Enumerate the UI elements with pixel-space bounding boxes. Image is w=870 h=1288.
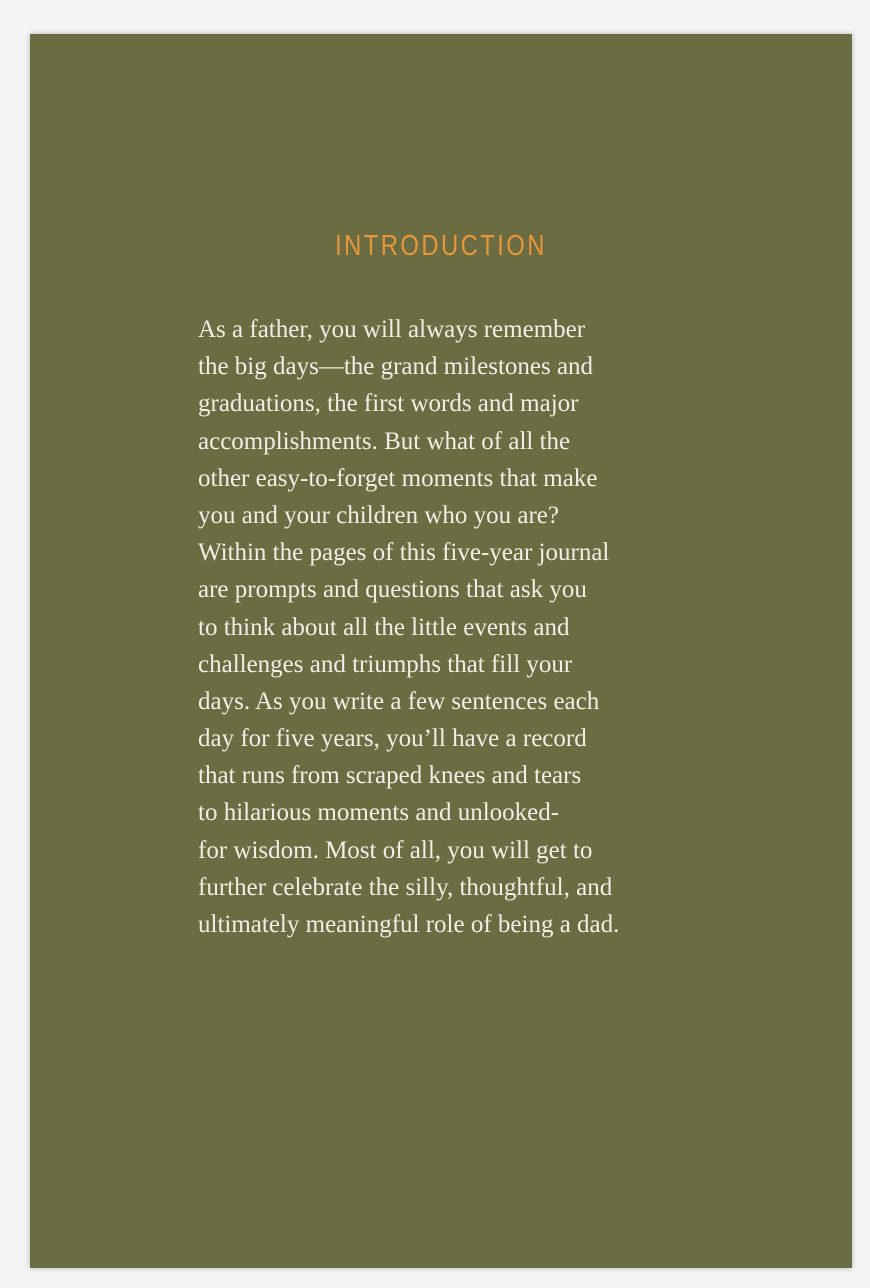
text-line: for wisdom. Most of all, you will get to bbox=[198, 836, 593, 864]
text-line: that runs from scraped knees and tears bbox=[198, 762, 582, 790]
text-line: other easy-to-forget moments that make bbox=[198, 464, 598, 492]
text-line: are prompts and questions that ask you bbox=[198, 576, 587, 604]
text-line: As a father, you will always remember bbox=[198, 316, 586, 343]
page-title: INTRODUCTION bbox=[335, 230, 547, 262]
text-line: accomplishments. But what of all the bbox=[198, 427, 571, 455]
text-line: the big days—the grand milestones and bbox=[198, 353, 594, 381]
text-line: to hilarious moments and unlooked- bbox=[198, 799, 560, 827]
introduction-text bbox=[198, 311, 698, 943]
text-line: you and your children who you are? bbox=[198, 501, 559, 529]
book-page bbox=[30, 34, 852, 1268]
text-line: ultimately meaningful role of being a dad. bbox=[198, 911, 620, 938]
text-line: days. As you write a few sentences each bbox=[198, 687, 600, 715]
text-line: day for five years, you’ll have a record bbox=[198, 725, 587, 753]
text-line: to think about all the little events and bbox=[198, 613, 570, 641]
text-line: Within the pages of this five-year journal bbox=[198, 539, 610, 567]
text-line: challenges and triumphs that fill your bbox=[198, 650, 573, 678]
text-line: further celebrate the silly, thoughtful, and bbox=[198, 873, 613, 901]
text-line: graduations, the first words and major bbox=[198, 390, 579, 418]
